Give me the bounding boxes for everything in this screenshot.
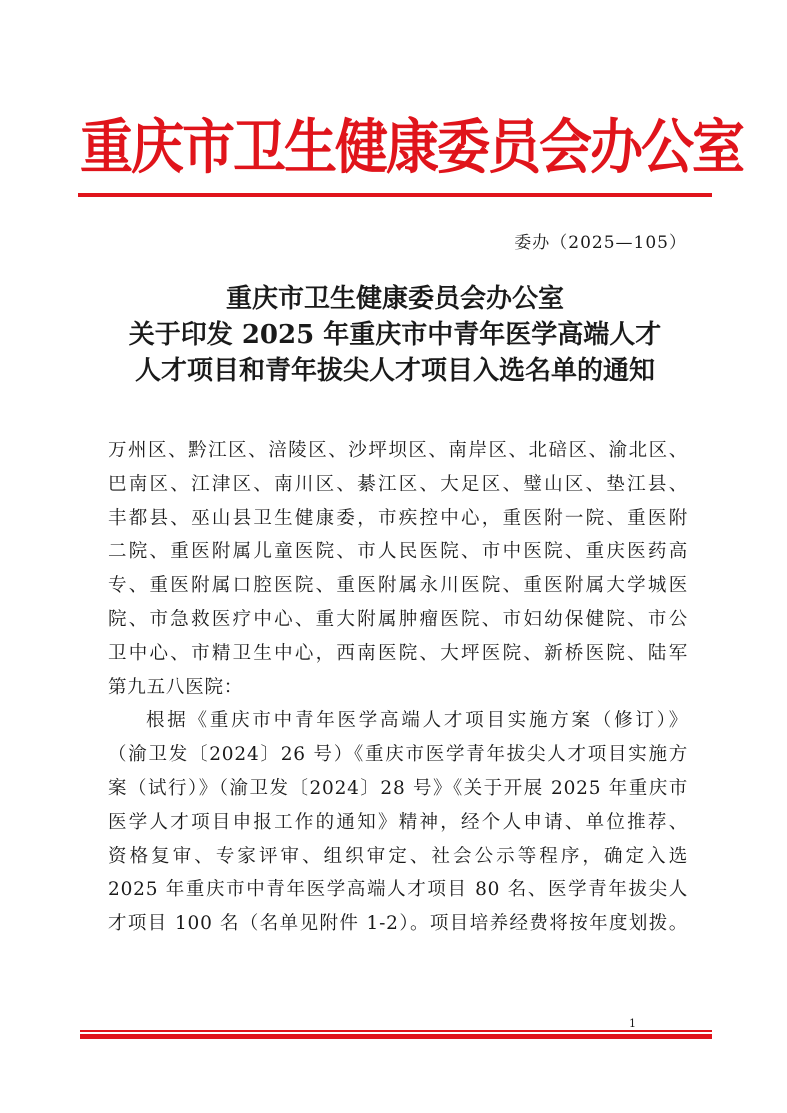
title-line-3: 人才项目和青年拔尖人才项目入选名单的通知 xyxy=(134,356,655,386)
addressee-line: 卫中心、市精卫生中心，西南医院、大坪医院、新桥医院、陆军 xyxy=(108,642,688,664)
addressee-line: 丰都县、巫山县卫生健康委，市疾控中心，重医附一院、重医附 xyxy=(108,507,688,529)
paragraph-line: 案（试行）》（渝卫发〔2024〕28 号》《关于开展 2025 年重庆市 xyxy=(108,777,688,799)
masthead-red-rule xyxy=(78,193,712,197)
notice-body xyxy=(108,434,688,941)
footer-red-rule-thin xyxy=(80,1030,712,1032)
document-number: 委办（2025—105） xyxy=(514,233,687,253)
title-line-1: 重庆市卫生健康委员会办公室 xyxy=(225,284,564,314)
paragraph-line: （渝卫发〔2024〕26 号）《重庆市医学青年拔尖人才项目实施方 xyxy=(108,744,688,766)
addressee-line: 院、市急救医疗中心、重大附属肿瘤医院、市妇幼保健院、市公 xyxy=(108,608,688,630)
addressee-line: 专、重医附属口腔医院、重医附属永川医院、重医附属大学城医 xyxy=(108,575,688,597)
notice-title xyxy=(90,281,700,389)
paragraph-line: 根据《重庆市中青年医学高端人才项目实施方案（修订）》 xyxy=(146,710,688,732)
addressee-line: 第九五八医院： xyxy=(108,676,244,698)
addressee-line: 巴南区、江津区、南川区、綦江区、大足区、璧山区、垫江县、 xyxy=(108,473,688,495)
footer-red-rule-thick xyxy=(80,1034,712,1039)
paragraph-line: 2025 年重庆市中青年医学高端人才项目 80 名、医学青年拔尖人 xyxy=(108,879,688,901)
addressee-line: 万州区、黔江区、涪陵区、沙坪坝区、南岸区、北碚区、渝北区、 xyxy=(108,440,688,461)
page-number: 1 xyxy=(629,1017,636,1030)
paragraph-line: 才项目 100 名（名单见附件 1-2）。项目培养经费将按年度划拨。 xyxy=(108,913,688,935)
addressee-line: 二院、重医附属儿童医院、市人民医院、市中医院、重庆医药高 xyxy=(108,541,688,563)
paragraph-line: 医学人才项目申报工作的通知》精神，经个人申请、单位推荐、 xyxy=(108,811,688,833)
paragraph-line: 资格复审、专家评审、组织审定、社会公示等程序，确定入选 xyxy=(108,845,688,867)
masthead-title: 重庆市卫生健康委员会办公室 xyxy=(80,112,743,182)
title-line-2: 关于印发 2025 年重庆市中青年医学高端人才 xyxy=(128,320,662,350)
